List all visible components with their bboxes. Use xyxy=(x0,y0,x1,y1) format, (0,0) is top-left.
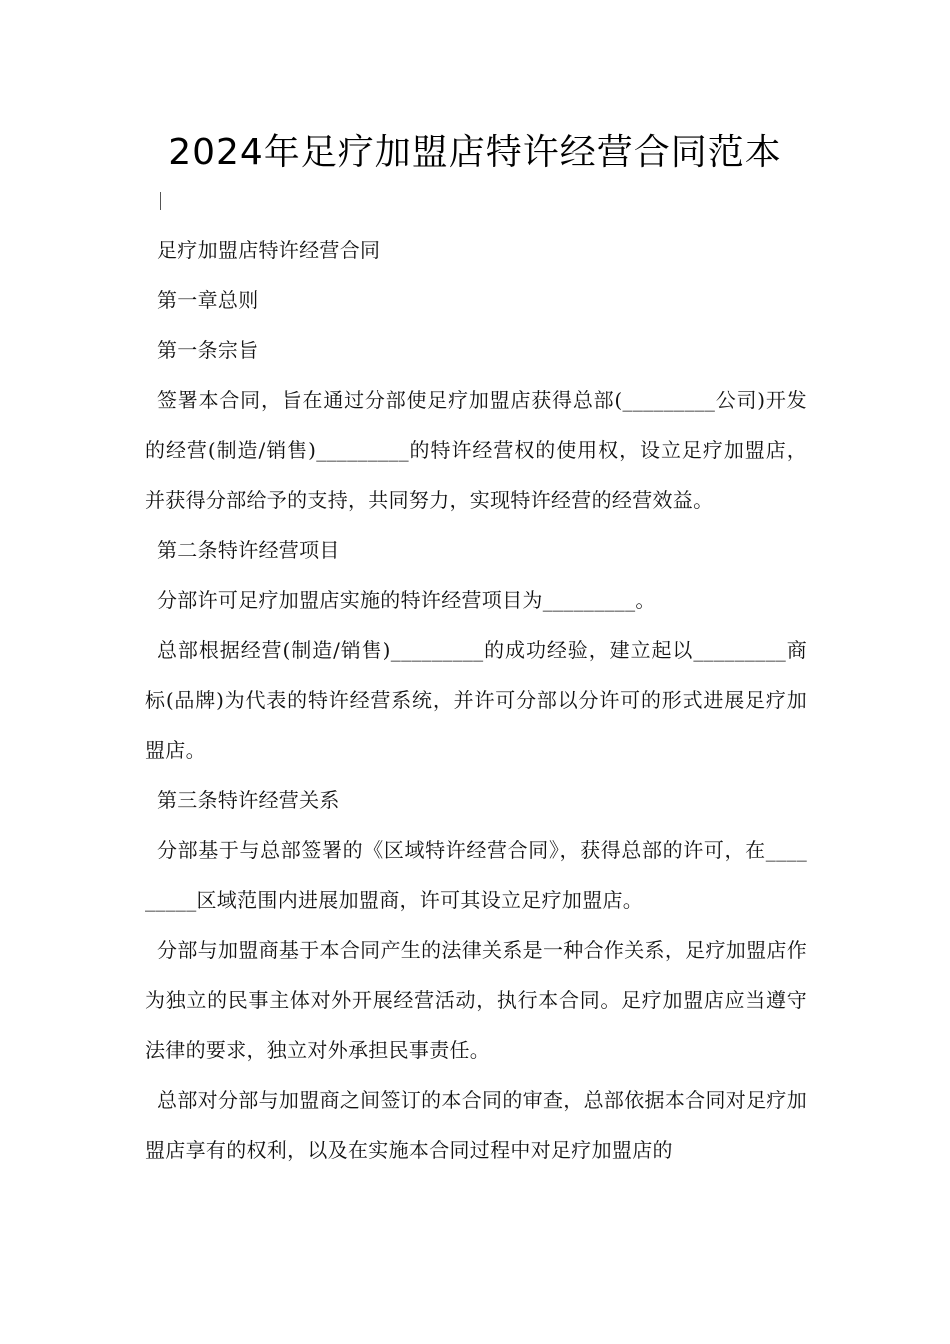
article-heading: 第二条特许经营项目 xyxy=(157,538,340,562)
paragraph: 分部基于与总部签署的《区域特许经营合同》，获得总部的许可，在_________区域范围内进展加盟商，许可其设立足疗加盟店。 xyxy=(145,838,807,912)
paragraph: 分部与加盟商基于本合同产生的法律关系是一种合作关系，足疗加盟店作为独立的民事主体对外开展经营活动，执行本合同。足疗加盟店应当遵守法律的要求，独立对外承担民事责任。 xyxy=(145,938,807,1062)
paragraph: 签署本合同，旨在通过分部使足疗加盟店获得总部(_________公司)开发的经营(制造/销售)_________的特许经营权的使用权，设立足疗加盟店，并获得分部给予的支持，共同努力，实现特许经营的经营效益。 xyxy=(145,388,807,512)
paragraph: 总部对分部与加盟商之间签订的本合同的审查，总部依据本合同对足疗加盟店享有的权利，以及在实施本合同过程中对足疗加盟店的 xyxy=(145,1088,807,1162)
article-heading: 第三条特许经营关系 xyxy=(157,788,340,812)
document-body xyxy=(145,225,807,1175)
chapter-heading: 第一章总则 xyxy=(157,288,259,312)
paragraph: 总部根据经营(制造/销售)_________的成功经验，建立起以_________商标(品牌)为代表的特许经营系统，并许可分部以分许可的形式进展足疗加盟店。 xyxy=(145,638,807,762)
contract-heading: 足疗加盟店特许经营合同 xyxy=(157,238,381,262)
document-title: 2024年足疗加盟店特许经营合同范本 xyxy=(168,132,782,173)
article-heading: 第一条宗旨 xyxy=(157,338,259,362)
paragraph: 分部许可足疗加盟店实施的特许经营项目为_________。 xyxy=(157,588,656,612)
text-cursor-mark xyxy=(160,192,161,210)
